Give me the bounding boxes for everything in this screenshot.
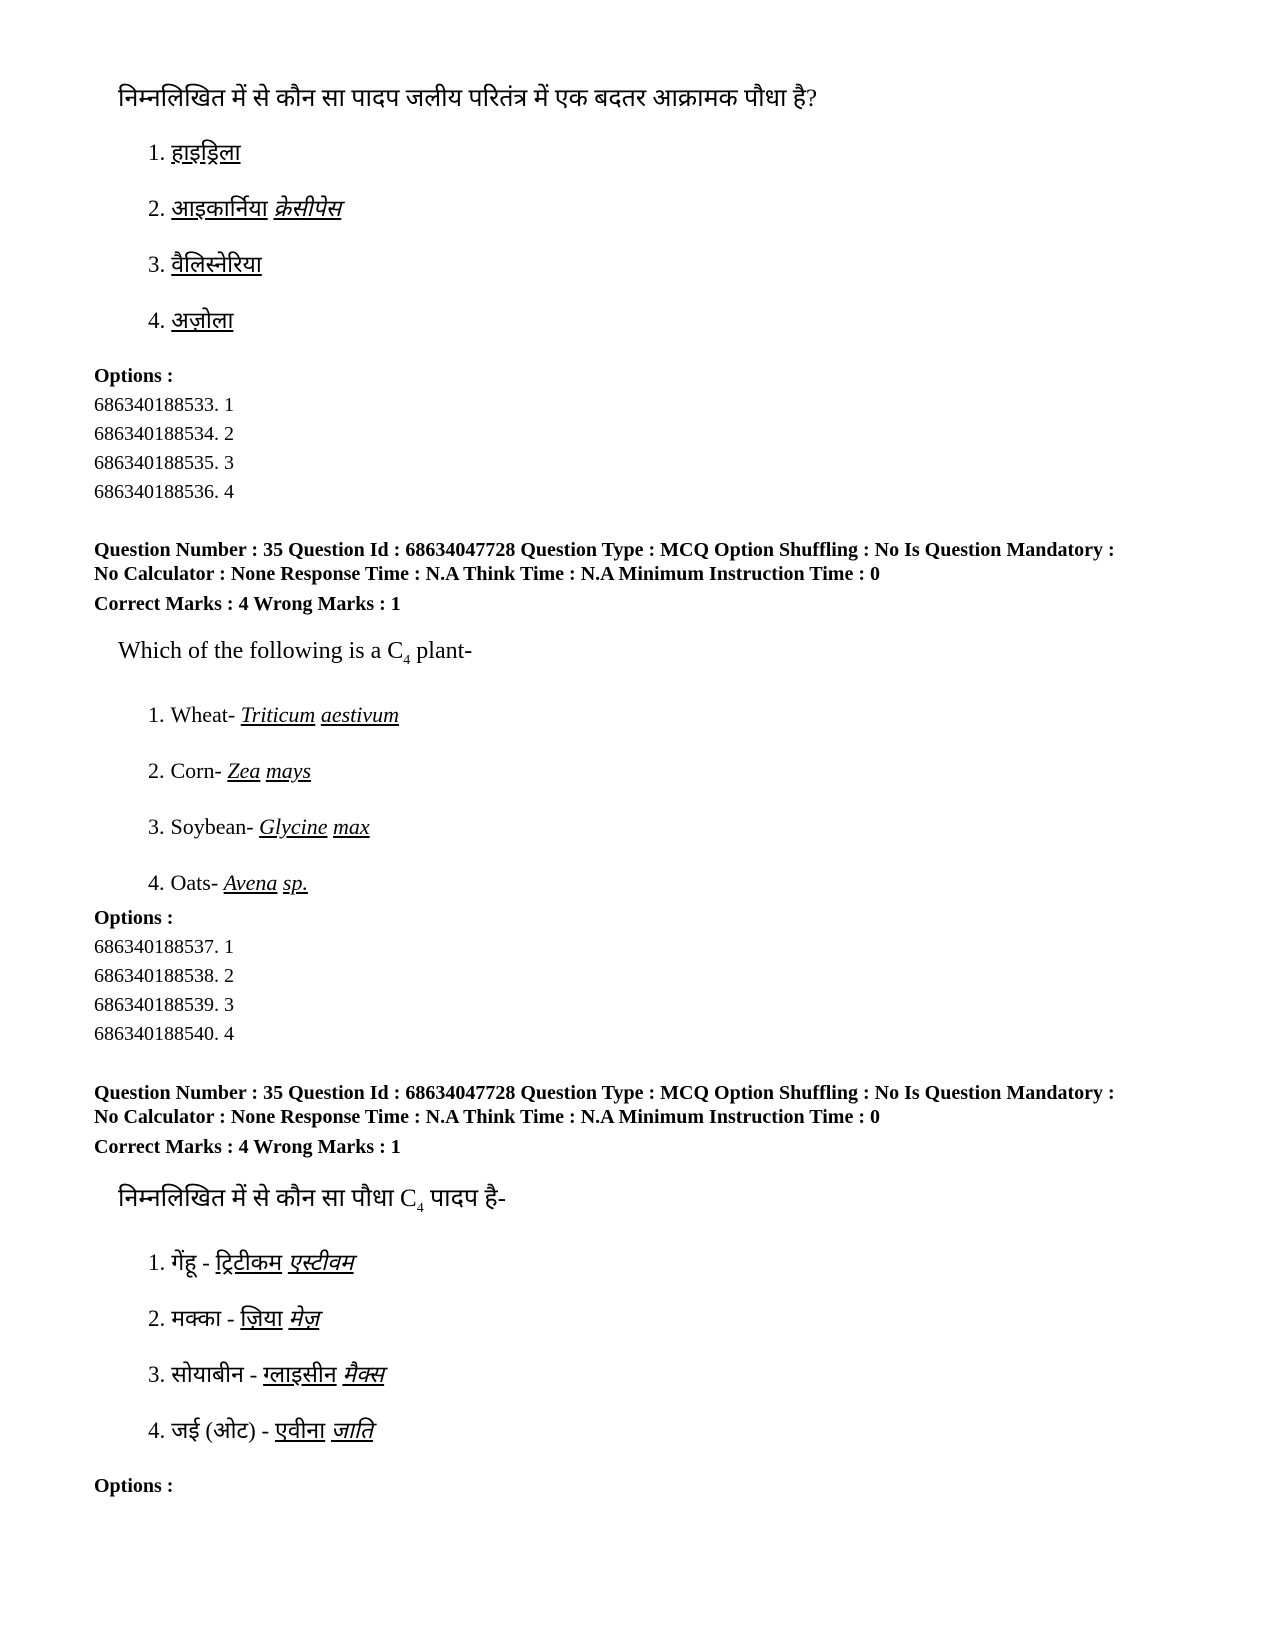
choice-number: 4. <box>148 869 165 895</box>
choice-number: 1. <box>148 701 165 727</box>
question-meta-line: Question Number : 35 Question Id : 68634047728 Question Type : MCQ Option Shuffling : No Is Question Mandatory : <box>94 539 1115 561</box>
answer-choices <box>118 700 472 898</box>
option-id: 686340188540. 4 <box>94 1023 234 1045</box>
choice-text: ग्लाइसीन <box>263 1362 337 1387</box>
choice-text: हाइड्रिला <box>171 140 241 165</box>
choice-text: आइकार्निया <box>171 196 268 221</box>
answer-choice <box>148 194 817 224</box>
answer-choice <box>148 1248 506 1278</box>
choice-text: मैक्स <box>342 1362 385 1387</box>
choice-number: 1. <box>148 1250 166 1275</box>
choice-text: mays <box>265 757 312 783</box>
choice-number: 4. <box>148 1418 166 1443</box>
answer-choices <box>118 138 817 336</box>
choice-text: मेज़ <box>288 1306 320 1331</box>
choice-text: जई (ओट) - <box>171 1418 275 1443</box>
options-block <box>94 904 234 1049</box>
choice-text: aestivum <box>320 701 400 727</box>
choice-text: एस्टीवम <box>287 1250 354 1275</box>
option-id: 686340188539. 3 <box>94 994 234 1016</box>
choice-text: sp. <box>282 869 308 895</box>
question-stem <box>118 1184 506 1224</box>
choice-text: Corn- <box>170 757 228 783</box>
answer-choice <box>148 700 472 730</box>
question-35-english <box>118 636 472 924</box>
choice-text: Triticum <box>240 701 316 727</box>
option-id: 686340188537. 1 <box>94 936 234 958</box>
choice-number: 3. <box>148 1362 166 1387</box>
choice-number: 2. <box>148 196 166 221</box>
question-meta <box>94 1081 1214 1159</box>
choice-text: Zea <box>227 757 261 783</box>
options-heading: Options : <box>94 365 174 387</box>
question-35-hindi <box>118 1184 506 1472</box>
option-id: 686340188538. 2 <box>94 965 234 987</box>
choice-text: वैलिस्नेरिया <box>171 252 262 277</box>
question-meta <box>94 538 1214 616</box>
choice-text: क्रेसीपेस <box>273 196 342 221</box>
marks-line: Correct Marks : 4 Wrong Marks : 1 <box>94 593 401 615</box>
answer-choice <box>148 250 817 280</box>
question-meta-line: Question Number : 35 Question Id : 68634047728 Question Type : MCQ Option Shuffling : No Is Question Mandatory : <box>94 1082 1115 1104</box>
options-block <box>94 1472 173 1501</box>
options-heading: Options : <box>94 907 174 929</box>
answer-choice <box>148 1416 506 1446</box>
answer-choice <box>148 306 817 336</box>
choice-text: सोयाबीन - <box>171 1362 264 1387</box>
options-heading: Options : <box>94 1475 174 1497</box>
choice-text: Glycine <box>259 813 328 839</box>
choice-text: Soybean- <box>170 813 260 839</box>
question-meta-line: No Calculator : None Response Time : N.A Think Time : N.A Minimum Instruction Time : 0 <box>94 1106 880 1128</box>
choice-number: 4. <box>148 308 166 333</box>
answer-choice <box>148 138 817 168</box>
choice-text: अज़ोला <box>171 308 234 333</box>
answer-choice <box>148 1360 506 1390</box>
question-stem <box>118 636 472 676</box>
option-id: 686340188535. 3 <box>94 452 234 474</box>
choice-text: एवीना <box>274 1418 326 1443</box>
choice-text: Oats- <box>170 869 224 895</box>
choice-number: 2. <box>148 1306 166 1331</box>
choice-text: गेंहू - <box>171 1250 216 1275</box>
marks-line: Correct Marks : 4 Wrong Marks : 1 <box>94 1136 401 1158</box>
stem-text: निम्नलिखित में से कौन सा पौधा C <box>118 1185 417 1212</box>
option-id: 686340188533. 1 <box>94 394 234 416</box>
option-id: 686340188536. 4 <box>94 481 234 503</box>
choice-number: 2. <box>148 757 165 783</box>
choice-text: Avena <box>223 869 278 895</box>
option-id: 686340188534. 2 <box>94 423 234 445</box>
choice-text: मक्का - <box>171 1306 241 1331</box>
choice-number: 3. <box>148 252 166 277</box>
choice-text: ज़िया <box>240 1306 283 1331</box>
stem-subscript: 4 <box>416 1201 424 1216</box>
options-block <box>94 362 234 507</box>
answer-choice <box>148 756 472 786</box>
answer-choice <box>148 812 472 842</box>
choice-text: ट्रिटीकम <box>215 1250 283 1275</box>
stem-text: Which of the following is a C <box>118 638 404 664</box>
choice-text: जाति <box>330 1418 373 1443</box>
choice-text: max <box>333 813 370 839</box>
choice-number: 3. <box>148 813 165 839</box>
answer-choices <box>118 1248 506 1446</box>
choice-number: 1. <box>148 140 166 165</box>
question-meta-line: No Calculator : None Response Time : N.A Think Time : N.A Minimum Instruction Time : 0 <box>94 563 880 585</box>
question-stem: निम्नलिखित में से कौन सा पादप जलीय परितंत्र में एक बदतर आक्रामक पौधा है? <box>118 85 818 112</box>
choice-text: Wheat- <box>170 701 241 727</box>
question-34-hindi <box>118 84 817 362</box>
stem-subscript: 4 <box>403 652 411 668</box>
answer-choice <box>148 1304 506 1334</box>
answer-choice <box>148 868 472 898</box>
stem-text: plant- <box>410 638 473 664</box>
stem-text: पादप है- <box>423 1185 506 1212</box>
